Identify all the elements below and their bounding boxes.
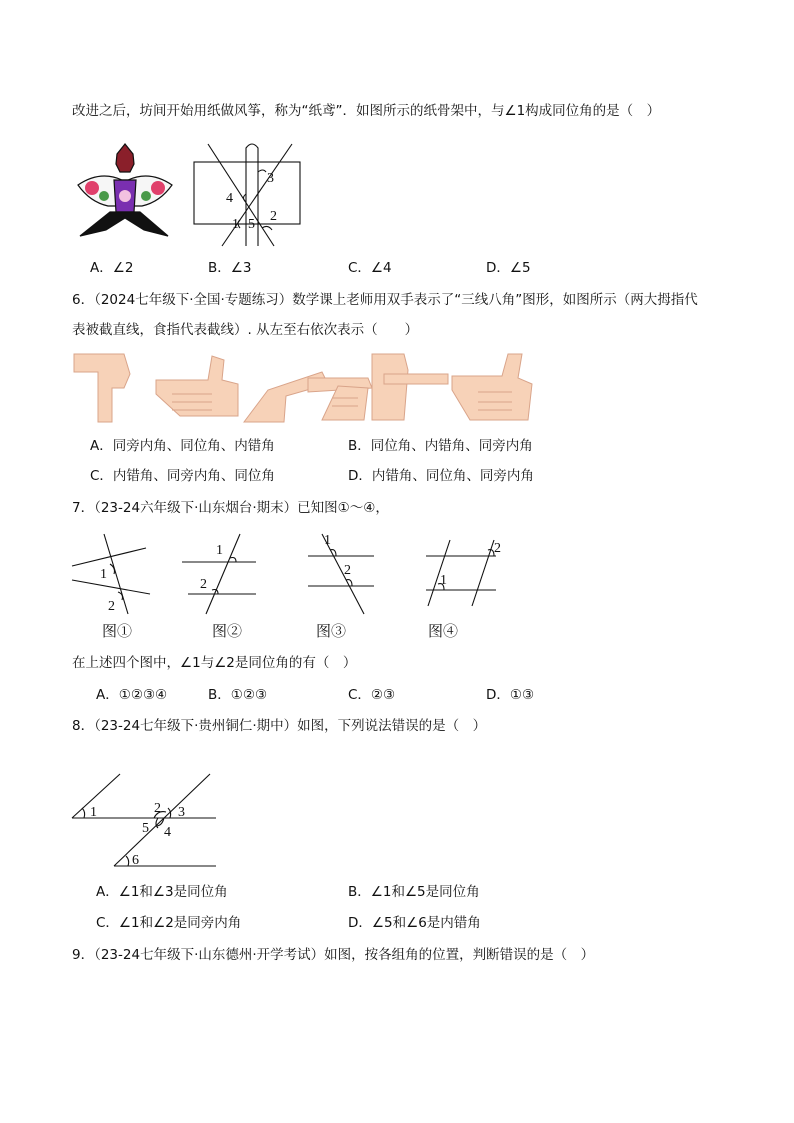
q6-option-c[interactable]: C．内错角、同旁内角、同位角: [90, 468, 275, 484]
kite-tail: [80, 212, 168, 236]
hand-1b: [156, 356, 238, 416]
q7-figure-4: [420, 530, 510, 620]
q5-option-a[interactable]: A．∠2: [90, 260, 134, 276]
q5-option-c[interactable]: C．∠4: [348, 260, 392, 276]
q7-option-a[interactable]: A．①②③④: [96, 687, 168, 703]
q5-stem: 改进之后，坊间开始用纸做风筝，称为“纸鸢”．如图所示的纸骨架中，与∠1构成同位角的是（ ）: [72, 103, 661, 119]
q8-option-b[interactable]: B．∠1和∠5是同位角: [348, 884, 480, 900]
q7-question: 在上述四个图中，∠1与∠2是同位角的有（ ）: [72, 655, 357, 671]
q6-option-a[interactable]: A．同旁内角、同位角、内错角: [90, 438, 275, 454]
q9-stem: 9．（23-24七年级下·山东德州·开学考试）如图，按各组角的位置，判断错误的是（ ）: [72, 947, 595, 963]
kite-flower-left: [85, 181, 99, 195]
q8-figure: [70, 770, 222, 870]
hand-gestures-image: [72, 350, 534, 426]
q7-fig1-label-1: 1: [100, 567, 107, 582]
q7-fig1-label-2: 2: [108, 599, 115, 614]
kite-head: [116, 144, 134, 172]
q8-option-d[interactable]: D．∠5和∠6是内错角: [348, 915, 481, 931]
angle-label-2: 2: [270, 209, 277, 224]
angle-label-3: 3: [267, 171, 274, 186]
q7-figure-3: [300, 530, 380, 620]
q8-label-4: 4: [164, 825, 171, 840]
skeleton-diag-1: [208, 144, 274, 246]
q7-fig4-label-2: 2: [494, 541, 501, 556]
angle-label-5: 5: [248, 217, 255, 232]
angle-label-4: 4: [226, 191, 233, 206]
q5-option-d[interactable]: D．∠5: [486, 260, 531, 276]
q7-caption-3: 图③: [316, 624, 347, 640]
angle-label-1: 1: [232, 217, 239, 232]
q8-option-a[interactable]: A．∠1和∠3是同位角: [96, 884, 228, 900]
hand-1a: [74, 354, 130, 422]
q5-option-b[interactable]: B．∠3: [208, 260, 252, 276]
q7-option-b[interactable]: B．①②③: [208, 687, 268, 703]
q8-label-3: 3: [178, 805, 185, 820]
q7-fig3-label-1: 1: [324, 533, 331, 548]
q7-stem: 7．（23-24六年级下·山东烟台·期末）已知图①～④，: [72, 500, 389, 516]
q7-fig2-label-2: 2: [200, 577, 207, 592]
q7-fig3-label-2: 2: [344, 563, 351, 578]
q7-fig2-label-1: 1: [216, 543, 223, 558]
q7-caption-1: 图①: [102, 624, 133, 640]
q8-label-6: 6: [132, 853, 139, 868]
q6-stem-line1: 6．（2024七年级下·全国·专题练习）数学课上老师用双手表示了“三线八角”图形，如图所示（两大拇指代: [72, 292, 698, 308]
q8-stem: 8．（23-24七年级下·贵州铜仁·期中）如图，下列说法错误的是（ ）: [72, 718, 487, 734]
kite-flower-right: [151, 181, 165, 195]
q7-figure-1: [70, 530, 160, 620]
q7-caption-4: 图④: [428, 624, 459, 640]
q7-caption-2: 图②: [212, 624, 243, 640]
kite-skeleton-figure: [188, 138, 308, 248]
q7-option-d[interactable]: D．①③: [486, 687, 535, 703]
q7-fig4-label-1: 1: [440, 573, 447, 588]
skeleton-rect: [194, 162, 300, 224]
q8-label-1: 1: [90, 805, 97, 820]
q6-option-b[interactable]: B．同位角、内错角、同旁内角: [348, 438, 533, 454]
q8-label-5: 5: [142, 821, 149, 836]
kite-image: [72, 140, 178, 238]
q7-option-c[interactable]: C．②③: [348, 687, 396, 703]
q7-figure-2: [180, 530, 260, 620]
q8-option-c[interactable]: C．∠1和∠2是同旁内角: [96, 915, 242, 931]
q8-label-2: 2: [154, 801, 161, 816]
hand-3a: [372, 354, 408, 420]
q6-option-d[interactable]: D．内错角、同位角、同旁内角: [348, 468, 534, 484]
q6-stem-line2: 表被截直线，食指代表截线）. 从左至右依次表示（ ）: [72, 322, 419, 338]
